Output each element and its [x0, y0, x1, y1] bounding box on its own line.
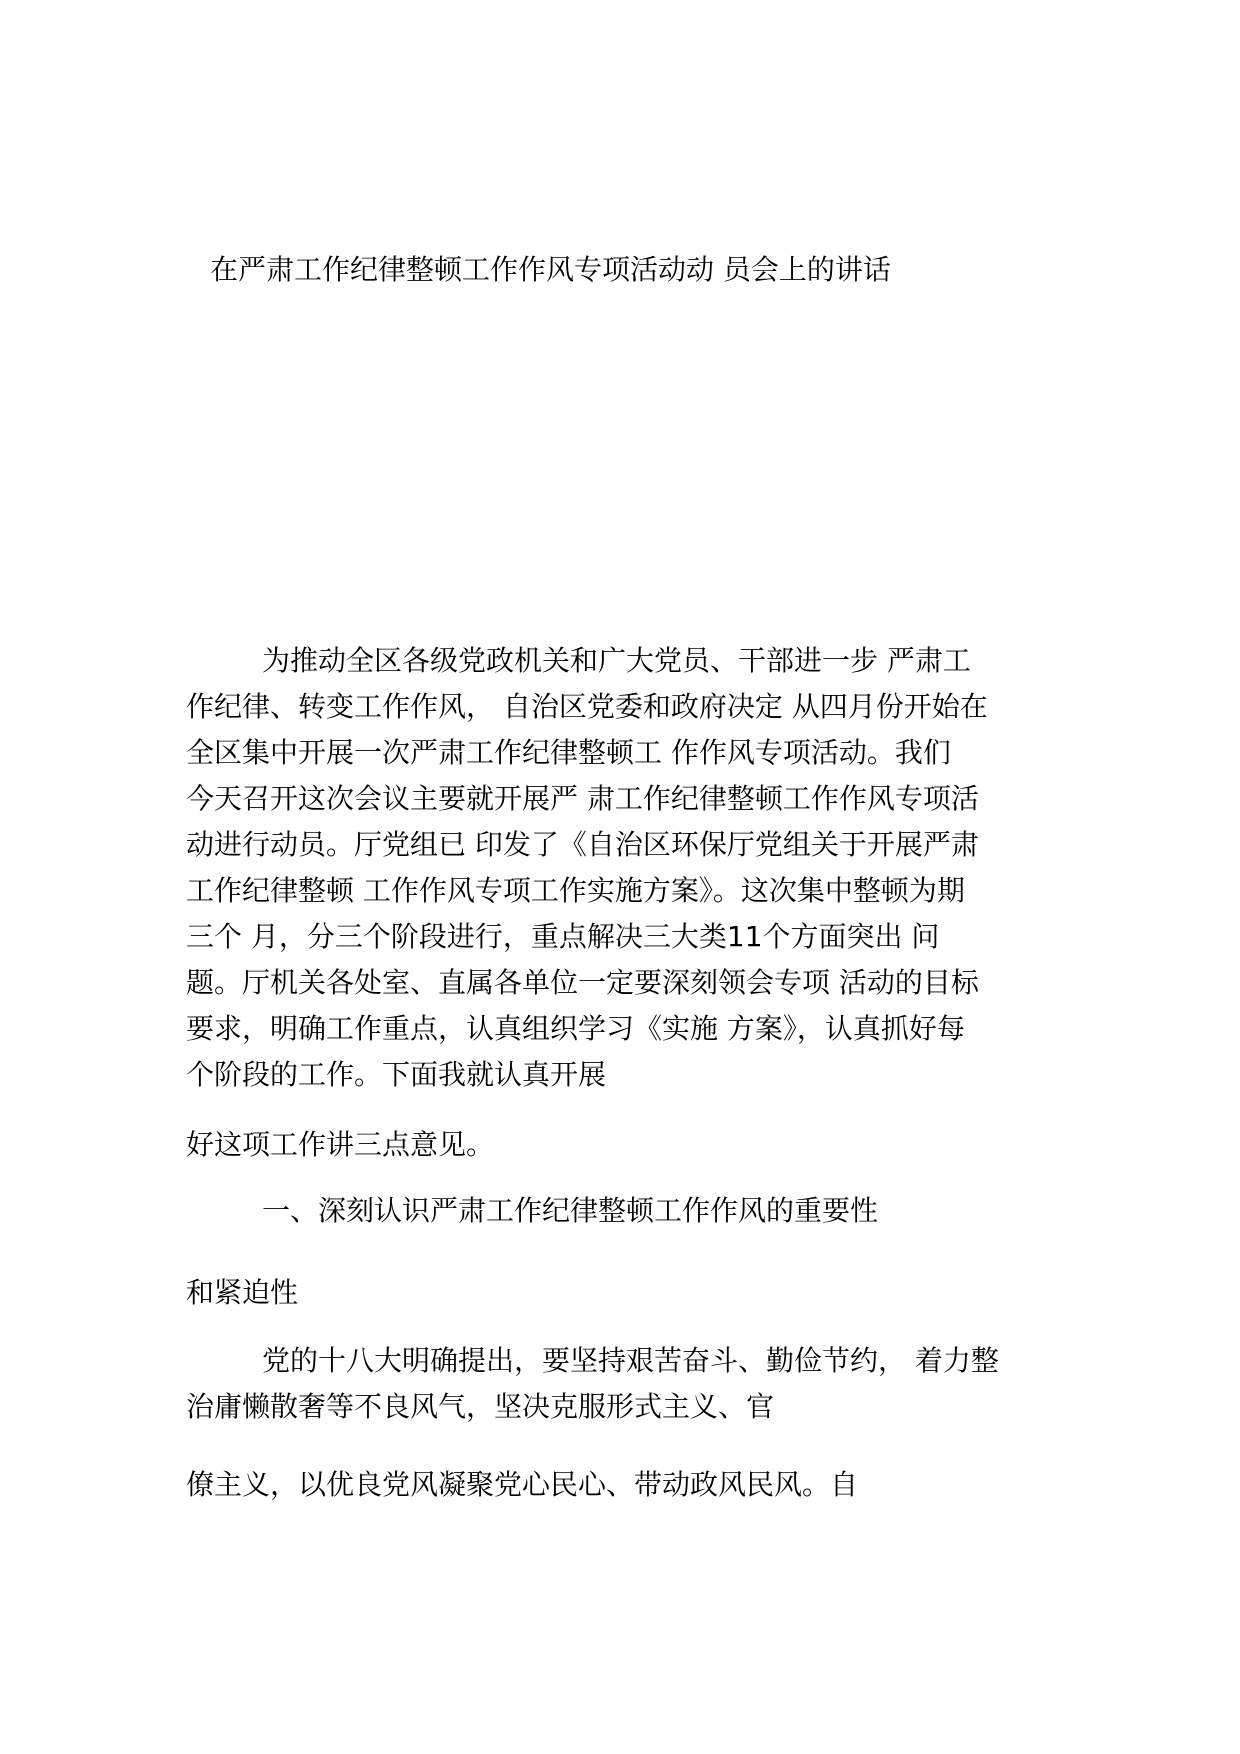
paragraph-line: 工作纪律整顿 工作作风专项工作实施方案》。这次集中整顿为期 — [186, 874, 965, 907]
paragraph-line: 个阶段的工作。下面我就认真开展 — [186, 1058, 607, 1091]
paragraph-line: 今天召开这次会议主要就开展严 肃工作纪律整顿工作作风专项活 — [186, 782, 979, 815]
paragraph-line: 全区集中开展一次严肃工作纪律整顿工 作作风专项活动。我们 — [186, 736, 951, 769]
paragraph-line: 作纪律、转变工作作风， 自治区党委和政府决定 从四月份开始在 — [186, 690, 988, 723]
document-title: 在严肃工作纪律整顿工作作风专项活动动 员会上的讲话 — [210, 253, 891, 286]
paragraph-line: 题。厅机关各处室、直属各单位一定要深刻领会专项 活动的目标 — [186, 966, 979, 999]
paragraph-line: 好这项工作讲三点意见。 — [186, 1128, 495, 1161]
paragraph-line: 党的十八大明确提出，要坚持艰苦奋斗、勤俭节约， 着力整 — [262, 1344, 999, 1377]
paragraph-line: 动进行动员。厅党组已 印发了《自治区环保厅党组关于开展严肃 — [186, 828, 979, 861]
paragraph-line: 为推动全区各级党政机关和广大党员、干部进一步 严肃工 — [262, 644, 971, 677]
section-heading: 一、深刻认识严肃工作纪律整顿工作作风的重要性 — [262, 1194, 879, 1227]
paragraph-line: 僚主义，以优良党风凝聚党心民心、带动政风民风。自 — [186, 1468, 859, 1501]
paragraph-line: 要求，明确工作重点，认真组织学习《实施 方案》，认真抓好每 — [186, 1012, 965, 1045]
paragraph-line: 三个 月，分三个阶段进行，重点解决三大类11个方面突出 问 — [186, 920, 940, 953]
paragraph-line: 治庸懒散奢等不良风气，坚决克服形式主义、官 — [186, 1390, 775, 1423]
section-heading-continued: 和紧迫性 — [186, 1276, 299, 1309]
